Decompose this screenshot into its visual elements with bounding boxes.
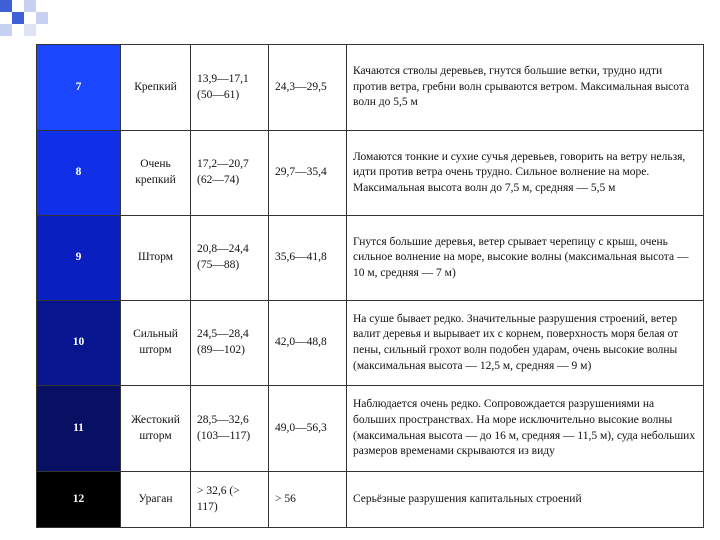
wind-name-cell: Сильный шторм (121, 301, 191, 386)
description-cell: Гнутся большие деревья, ветер срывает черепицу с крыш, очень сильное волнение на море, высокие волны (максимальная высота — 10 м, средняя — 7 м) (347, 216, 704, 301)
table-row (37, 216, 704, 301)
corner-square (0, 0, 12, 12)
speed-alt-cell: 49,0—56,3 (269, 386, 347, 472)
corner-decoration (0, 0, 60, 40)
table-row (37, 386, 704, 472)
speed-alt-cell: > 56 (269, 472, 347, 528)
force-cell: 11 (37, 386, 121, 472)
table-row (37, 131, 704, 216)
corner-square (12, 12, 24, 24)
description-cell: Ломаются тонкие и сухие сучья деревьев, говорить на ветру нельзя, идти против ветра очень трудно. Сильное волнение на море. Максимальная высота волн до 7,5 м, средняя — 5,5 м (347, 131, 704, 216)
corner-square (0, 24, 12, 36)
speed-cell: > 32,6 (> 117) (191, 472, 269, 528)
speed-alt-cell: 29,7—35,4 (269, 131, 347, 216)
description-cell: Серьёзные разрушения капитальных строений (347, 472, 704, 528)
force-cell: 8 (37, 131, 121, 216)
speed-alt-cell: 42,0—48,8 (269, 301, 347, 386)
corner-square (24, 0, 36, 12)
description-cell: Наблюдается очень редко. Сопровождается разрушениями на больших пространствах. На море исключительно высокие волны (максимальная высота — до 16 м, средняя — 11,5 м), суда небольших размеров временами скрываются из виду (347, 386, 704, 472)
speed-cell: 28,5—32,6 (103—117) (191, 386, 269, 472)
force-cell: 12 (37, 472, 121, 528)
speed-cell: 13,9—17,1 (50—61) (191, 45, 269, 131)
corner-square (36, 12, 48, 24)
description-cell: Качаются стволы деревьев, гнутся большие ветки, трудно идти против ветра, гребни волн срываются ветром. Максимальная высота волн до 5,5 м (347, 45, 704, 131)
force-cell: 7 (37, 45, 121, 131)
corner-square (24, 24, 36, 36)
wind-name-cell: Очень крепкий (121, 131, 191, 216)
force-cell: 10 (37, 301, 121, 386)
wind-name-cell: Ураган (121, 472, 191, 528)
description-cell: На суше бывает редко. Значительные разрушения строений, ветер валит деревья и вырывает их с корнем, поверхность моря белая от пены, сильный грохот волн подобен ударам, очень высокие волны (максимальная высота — 12,5 м, средняя — 9 м) (347, 301, 704, 386)
speed-cell: 24,5—28,4 (89—102) (191, 301, 269, 386)
table-row (37, 301, 704, 386)
wind-name-cell: Крепкий (121, 45, 191, 131)
wind-name-cell: Жестокий шторм (121, 386, 191, 472)
beaufort-scale-table (36, 44, 704, 528)
force-cell: 9 (37, 216, 121, 301)
speed-cell: 17,2—20,7 (62—74) (191, 131, 269, 216)
speed-alt-cell: 35,6—41,8 (269, 216, 347, 301)
table-row (37, 45, 704, 131)
wind-name-cell: Шторм (121, 216, 191, 301)
speed-cell: 20,8—24,4 (75—88) (191, 216, 269, 301)
speed-alt-cell: 24,3—29,5 (269, 45, 347, 131)
table-row (37, 472, 704, 528)
